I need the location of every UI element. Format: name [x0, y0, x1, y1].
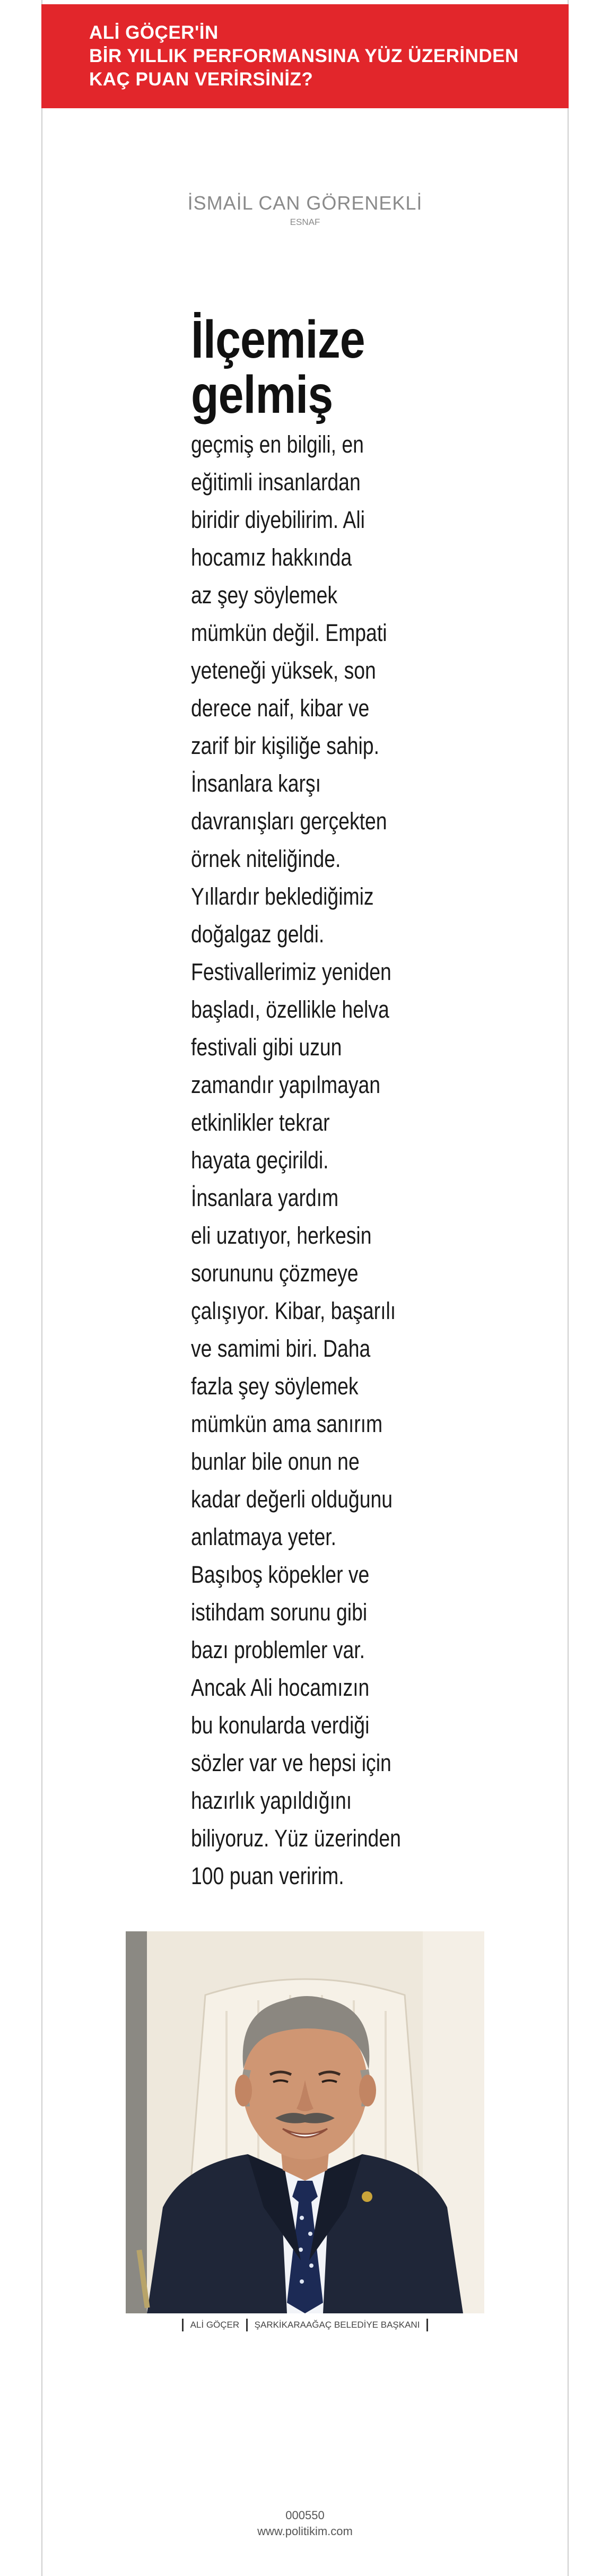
body-line: hazırlık yapıldığını	[191, 1787, 352, 1814]
body-line: bazı problemler var.	[191, 1636, 365, 1663]
body-line: başladı, özellikle helva	[191, 996, 389, 1023]
body-line: mümkün değil. Empati	[191, 619, 387, 646]
body-line: geçmiş en bilgili, en	[191, 431, 364, 458]
body-line: Festivallerimiz yeniden	[191, 958, 391, 985]
body-line: ve samimi biri. Daha	[191, 1335, 371, 1362]
body-line: doğalgaz geldi.	[191, 921, 325, 948]
portrait-illustration	[126, 1931, 484, 2313]
caption-name: ALİ GÖÇER	[190, 2319, 240, 2330]
body-line: biliyoruz. Yüz üzerinden	[191, 1825, 401, 1852]
byline	[0, 192, 610, 228]
body-line: istihdam sorunu gibi	[191, 1599, 368, 1626]
lead-line: gelmiş	[191, 365, 333, 424]
body-line: İnsanlara yardım	[191, 1184, 339, 1211]
lead-line: İlçemize	[191, 310, 365, 369]
body-line: fazla şey söylemek	[191, 1373, 359, 1400]
body-line: örnek niteliğinde.	[191, 845, 341, 872]
body-line: az şey söylemek	[191, 582, 338, 609]
body-line: 100 puan veririm.	[191, 1862, 344, 1889]
body-line: zamandır yapılmayan	[191, 1071, 381, 1098]
author-name: İSMAİL CAN GÖRENEKLİ	[187, 192, 423, 214]
body-line: eli uzatıyor, herkesin	[191, 1222, 372, 1249]
body-line: etkinlikler tekrar	[191, 1109, 330, 1136]
body-line: biridir diyebilirim. Ali	[191, 506, 365, 533]
body-line: yeteneği yüksek, son	[191, 657, 376, 684]
body-line: davranışları gerçekten	[191, 808, 387, 835]
body-line: derece naif, kibar ve	[191, 695, 370, 722]
body-line: anlatmaya yeter.	[191, 1523, 337, 1550]
body-line: sözler var ve hepsi için	[191, 1749, 391, 1776]
caption-title: ŞARKİKARAAĞAÇ BELEDİYE BAŞKANI	[254, 2319, 420, 2330]
page-code: 000550	[285, 2509, 325, 2522]
caption-divider	[246, 2319, 248, 2331]
body-line: kadar değerli olduğunu	[191, 1486, 393, 1513]
portrait-photo	[126, 1931, 484, 2313]
body-line: mümkün ama sanırım	[191, 1410, 383, 1437]
header-banner	[41, 4, 569, 108]
body-line: bunlar bile onun ne	[191, 1448, 360, 1475]
body-line: Yıllardır beklediğimiz	[191, 883, 374, 910]
article-lead	[191, 312, 401, 422]
header-line-2: BİR YILLIK PERFORMANSINA YÜZ ÜZERİNDEN	[89, 46, 519, 66]
caption-divider	[182, 2319, 184, 2331]
body-line: bu konularda verdiği	[191, 1712, 370, 1739]
author-role: ESNAF	[290, 217, 320, 227]
body-line: hayata geçirildi.	[191, 1147, 329, 1174]
body-line: zarif bir kişiliğe sahip.	[191, 732, 379, 759]
body-line: eğitimli insanlardan	[191, 469, 361, 496]
photo-caption	[0, 2317, 610, 2333]
body-line: İnsanlara karşı	[191, 770, 321, 797]
article	[191, 312, 435, 1895]
body-line: festivali gibi uzun	[191, 1034, 342, 1061]
website-link[interactable]: www.politikim.com	[257, 2525, 353, 2538]
caption-divider	[426, 2319, 428, 2331]
body-line: Ancak Ali hocamızın	[191, 1674, 370, 1701]
body-line: Başıboş köpekler ve	[191, 1561, 370, 1588]
page-footer	[0, 2508, 610, 2539]
article-body	[191, 426, 438, 1895]
body-line: sorununu çözmeye	[191, 1260, 359, 1287]
body-line: hocamız hakkında	[191, 544, 352, 571]
header-line-3: KAÇ PUAN VERİRSİNİZ?	[89, 69, 313, 90]
header-line-1: ALİ GÖÇER'İN	[89, 22, 219, 43]
body-line: çalışıyor. Kibar, başarılı	[191, 1297, 396, 1324]
